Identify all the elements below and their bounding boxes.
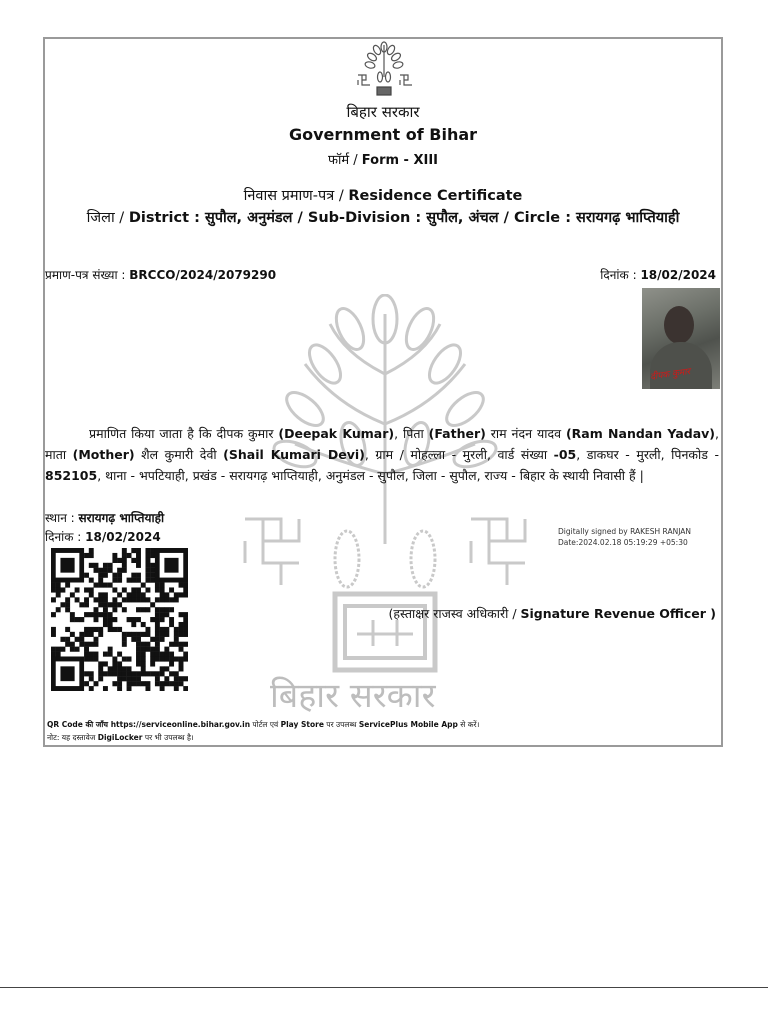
digital-signature-name: Digitally signed by RAKESH RANJAN — [558, 527, 692, 536]
father-name-english: (Ram Nandan Yadav) — [565, 426, 716, 441]
body-text: शैल कुमारी देवी — [134, 447, 224, 462]
body-text: , डाकघर - मुरली, पिनकोड - — [576, 447, 719, 462]
issue-date-label: दिनांक : — [600, 268, 641, 282]
footer-date-line — [45, 528, 161, 545]
qr-verification-note — [47, 720, 479, 730]
subdivision-label: Sub-Division : — [307, 210, 427, 226]
body-text: प्रमाणित किया जाता है कि दीपक कुमार — [89, 426, 279, 441]
digilocker-note — [47, 733, 194, 743]
jurisdiction-line — [45, 207, 721, 227]
form-label: Form - XIII — [361, 153, 439, 168]
circle-label: Circle : — [513, 210, 577, 226]
father-label: (Father) — [428, 426, 486, 441]
digital-signature-block — [558, 526, 691, 548]
district-english-label: District : — [128, 210, 205, 226]
body-text: , पिता — [394, 426, 429, 441]
applicant-name-english: (Deepak Kumar) — [278, 426, 395, 441]
note-text: पर भी उपलब्ध है। — [142, 733, 194, 742]
certificate-title-hindi: निवास प्रमाण-पत्र / — [243, 188, 349, 204]
form-prefix: फॉर्म / — [327, 153, 362, 168]
qr-code[interactable] — [51, 548, 188, 691]
note-text: QR Code की जाँच — [47, 720, 111, 729]
pincode: 852105 — [45, 468, 98, 483]
applicant-photo — [642, 288, 720, 389]
mother-name-english: (Shail Kumari Devi) — [223, 447, 365, 462]
signature-english: Signature Revenue Officer ) — [520, 606, 716, 621]
district-value: सुपौल, अनुमंडल / — [204, 210, 308, 226]
note-text: Play Store — [280, 720, 324, 729]
note-text: ServicePlus Mobile App — [358, 720, 458, 729]
signature-line — [388, 605, 716, 622]
portal-link[interactable]: https://serviceonline.bihar.gov.in — [110, 720, 251, 729]
photo-signature: दीपक कुमार — [649, 367, 692, 383]
signature-hindi: (हस्ताक्षर राजस्व अधिकारी / — [388, 606, 521, 621]
digital-signature-date: Date:2024.02.18 05:19:29 +05:30 — [558, 538, 688, 547]
note-text: DigiLocker — [97, 733, 143, 742]
ward-number: -05 — [553, 447, 577, 462]
place-line — [45, 509, 164, 526]
certificate-title-english: Residence Certificate — [348, 188, 523, 204]
certificate-number-label: प्रमाण-पत्र संख्या : — [45, 268, 130, 282]
place-label: स्थान : — [45, 511, 79, 525]
district-hindi-label: जिला / — [86, 210, 129, 226]
form-number — [45, 150, 721, 168]
footer-date-value: 18/02/2024 — [85, 530, 161, 544]
note-text: नोट: यह दस्तावेज — [47, 733, 98, 742]
page-bottom-rule — [0, 987, 768, 988]
body-text: , थाना - भपटियाही, प्रखंड - सरायगढ़ भाप्तियाही, अनुमंडल - सुपौल, जिला - सुपौल, राज्य - बिहार के स्थायी निवासी हैं | — [97, 468, 644, 483]
certificate-title — [45, 185, 721, 205]
bihar-state-emblem — [352, 41, 416, 97]
certificate-number-value: BRCCO/2024/2079290 — [129, 268, 277, 282]
body-text: , ग्राम / मोहल्ला - मुरली, वार्ड संख्या — [364, 447, 554, 462]
body-text: राम नंदन यादव — [485, 426, 566, 441]
residence-certificate — [43, 37, 723, 747]
body-text: , माता — [45, 426, 719, 462]
subdivision-value: सुपौल, अंचल / — [426, 210, 514, 226]
note-text: से करें। — [457, 720, 480, 729]
issue-date-value: 18/02/2024 — [640, 268, 716, 282]
government-hindi-title: बिहार सरकार — [346, 103, 420, 121]
photo-head — [664, 306, 694, 344]
note-text: पर उपलब्ध — [323, 720, 359, 729]
mother-label: (Mother) — [72, 447, 135, 462]
watermark-text: बिहार सरकार — [270, 676, 436, 716]
government-english-title: Government of Bihar — [288, 125, 478, 144]
footer-date-label: दिनांक : — [45, 530, 86, 544]
certificate-body — [45, 423, 719, 486]
issue-date — [600, 266, 716, 283]
circle-value: सरायगढ़ भाप्तियाही — [576, 210, 680, 226]
certificate-number — [45, 266, 276, 283]
note-text: पोर्टल एवं — [250, 720, 281, 729]
place-value: सरायगढ़ भाप्तियाही — [78, 511, 165, 525]
